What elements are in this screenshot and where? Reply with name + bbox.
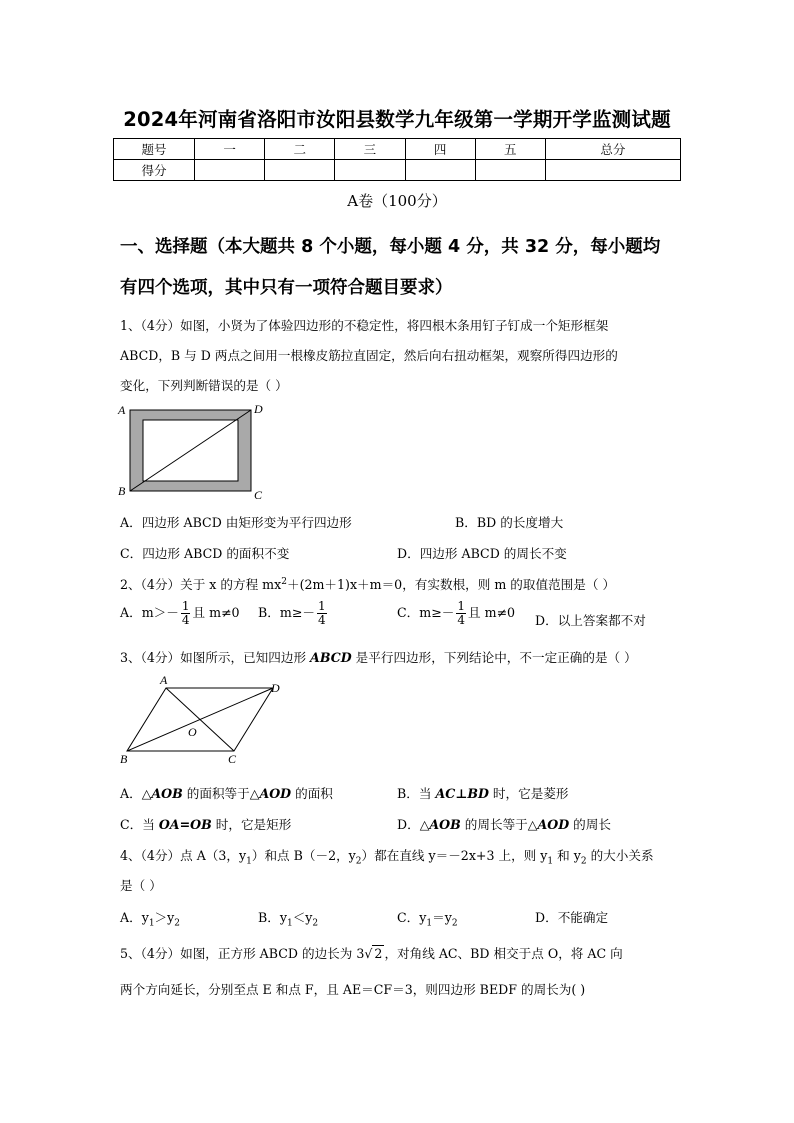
- section-heading-line1: 一、选择题（本大题共 8 个小题，每小题 4 分，共 32 分，每小题均: [120, 237, 661, 257]
- q4-option-b: [258, 907, 318, 929]
- q2-option-c-post: 且 m≠0: [467, 605, 516, 620]
- score-cell: [545, 160, 680, 181]
- q5-text: 5、（4分）如图，正方形 ABCD 的边长为 3: [120, 946, 365, 961]
- section-heading-line2: 有四个选项，其中只有一项符合题目要求）: [120, 278, 453, 298]
- q3-option-b-pre: B．当: [397, 786, 436, 801]
- score-header-cell: 二: [265, 139, 335, 160]
- q4-text: ）都在直线 y＝－2x+3 上，则 y: [361, 848, 548, 863]
- diagonal-bd: [127, 688, 273, 751]
- q4-subscript: 2: [355, 856, 362, 867]
- q3-stem-post: 是平行四边形，下列结论中，不一定正确的是（ ）: [351, 650, 637, 665]
- q2-option-d: D．以上答案都不对: [535, 613, 646, 628]
- q3-option-a-pre: A．△: [120, 786, 152, 801]
- q2-option-a: [120, 600, 240, 627]
- fraction-den: 4: [457, 613, 465, 627]
- q3-option-d-mid: 的周长等于△: [460, 817, 538, 832]
- q4-option-c: [397, 907, 458, 929]
- q4-text: 的大小关系: [586, 848, 654, 863]
- score-cell: [265, 160, 335, 181]
- label-b: B: [120, 752, 128, 766]
- q4-subscript: 2: [174, 918, 180, 929]
- q3-option-a-mid: 的面积等于△: [182, 786, 260, 801]
- q4-subscript: 2: [312, 918, 319, 929]
- label-b: B: [118, 484, 126, 498]
- q1-stem-line3: 变化，下列判断错误的是（ ）: [120, 378, 288, 393]
- q3-option-a: [120, 783, 333, 802]
- q1-option-a: A．四边形 ABCD 由矩形变为平行四边形: [120, 515, 352, 530]
- q4-subscript: 2: [451, 918, 458, 929]
- volume-heading: A卷（100分）: [347, 192, 447, 210]
- score-cell: [475, 160, 545, 181]
- q2-option-a-post: 且 m≠0: [192, 605, 240, 620]
- q3-option-b: [397, 783, 568, 802]
- q4-option-text: ＜y: [292, 910, 313, 925]
- q3-stem: [120, 647, 637, 666]
- label-o: O: [188, 725, 197, 739]
- score-table-header-row: [114, 139, 681, 160]
- q2-stem-prefix: 2、（4分）关于 x 的方程 mx: [120, 577, 282, 592]
- score-row-label: 得分: [114, 160, 195, 181]
- q4-option-d: D．不能确定: [535, 910, 609, 925]
- page-title: 2024年河南省洛阳市汝阳县数学九年级第一学期开学监测试题: [123, 108, 671, 131]
- q1-option-d: D．四边形 ABCD 的周长不变: [397, 546, 567, 561]
- q3-parallelogram-figure: [116, 672, 292, 768]
- q3-option-d-pre: D．△: [397, 817, 430, 832]
- score-header-cell: 四: [405, 139, 475, 160]
- sqrt-expression: [364, 946, 384, 961]
- q3-option-c-italic: OA=OB: [158, 817, 212, 832]
- q4-text: ）和点 B（－2，y: [251, 848, 356, 863]
- q4-option-text: A．y: [120, 910, 149, 925]
- q4-subscript: 1: [547, 856, 554, 867]
- score-table-score-row: [114, 160, 681, 181]
- fraction: [456, 600, 466, 627]
- q2-option-c-pre: C．m≥－: [397, 605, 455, 620]
- score-cell: [335, 160, 405, 181]
- q1-stem-line2: ABCD，B 与 D 两点之间用一根橡皮筋拉直固定，然后向右扭动框架，观察所得四边形的: [120, 348, 618, 363]
- q3-option-d: [397, 814, 611, 833]
- sqrt-radicand: 2: [374, 946, 383, 961]
- q4-text: 和 y: [553, 848, 581, 863]
- q4-option-text: C．y: [397, 910, 427, 925]
- q4-option-text: ＞y: [154, 910, 175, 925]
- q4-option-text: B．y: [258, 910, 287, 925]
- q2-option-c: [397, 600, 515, 627]
- q3-option-c-pre: C．当: [120, 817, 159, 832]
- q4-subscript: 1: [246, 856, 252, 867]
- q2-stem-exponent: 2: [281, 576, 287, 587]
- score-header-cell: 三: [335, 139, 405, 160]
- fraction: [317, 600, 327, 627]
- q3-option-d-post: 的周长: [569, 817, 611, 832]
- q1-option-c: C．四边形 ABCD 的面积不变: [120, 546, 290, 561]
- label-a: A: [160, 673, 168, 687]
- q2-option-a-pre: A．m＞－: [120, 605, 179, 620]
- fraction-num: 1: [181, 599, 190, 613]
- q2-option-b: [258, 600, 329, 627]
- q1-rectangle-frame-figure: [116, 400, 276, 502]
- q3-option-b-post: 时，它是菱形: [488, 786, 569, 801]
- q2-option-b-pre: B．m≥－: [258, 605, 315, 620]
- score-cell: [405, 160, 475, 181]
- q1-stem-line1: 1、（4分）如图，小贤为了体验四边形的不稳定性，将四根木条用钉子钉成一个矩形框架: [120, 318, 609, 333]
- q2-stem-suffix: ＋(2m＋1)x＋m＝0，有实数根，则 m 的取值范围是（ ）: [286, 577, 616, 592]
- q4-text: 4、（4分）点 A（3，y: [120, 848, 247, 863]
- fraction-den: 4: [317, 613, 326, 627]
- score-cell: [195, 160, 265, 181]
- q3-stem-italic: ABCD: [310, 650, 352, 665]
- q4-subscript: 2: [580, 856, 587, 867]
- label-d: D: [254, 402, 263, 416]
- sqrt-symbol: √: [364, 946, 373, 961]
- q3-option-a-post: 的面积: [291, 786, 333, 801]
- q3-option-c-post: 时，它是矩形: [211, 817, 292, 832]
- fraction-num: 1: [317, 599, 326, 613]
- fraction: [181, 600, 191, 627]
- q4-option-a: [120, 907, 180, 929]
- q5-stem-line2: 两个方向延长，分别至点 E 和点 F，且 AE＝CF＝3，则四边形 BEDF 的周长为( ): [120, 982, 586, 997]
- label-c: C: [228, 752, 237, 766]
- q3-option-a-italic1: AOB: [151, 786, 183, 801]
- q1-option-b: B．BD 的长度增大: [455, 515, 564, 530]
- q4-stem-line2: 是（ ）: [120, 878, 162, 893]
- label-c: C: [254, 488, 263, 502]
- q4-stem-line1: [120, 845, 654, 867]
- q5-text: ，对角线 AC、BD 相交于点 O，将 AC 向: [384, 946, 623, 961]
- label-d: D: [271, 681, 280, 695]
- q3-option-d-italic2: AOD: [537, 817, 570, 832]
- fraction-num: 1: [457, 599, 465, 613]
- q4-subscript: 1: [148, 918, 155, 929]
- q3-stem-pre: 3、（4分）如图所示，已知四边形: [120, 650, 311, 665]
- score-table: [113, 138, 681, 181]
- q4-subscript: 1: [426, 918, 433, 929]
- score-header-cell: 一: [195, 139, 265, 160]
- score-header-cell: 五: [475, 139, 545, 160]
- q3-option-a-italic2: AOD: [259, 786, 292, 801]
- q3-option-c: [120, 814, 291, 833]
- score-header-cell: 总分: [545, 139, 680, 160]
- fraction-den: 4: [181, 613, 190, 627]
- q4-subscript: 1: [286, 918, 293, 929]
- q2-stem: [120, 574, 615, 593]
- q4-option-text: ＝y: [432, 910, 452, 925]
- score-header-cell: 题号: [114, 139, 195, 160]
- q3-option-b-italic: AC⊥BD: [435, 786, 489, 801]
- q5-stem-line1: [120, 943, 623, 962]
- label-a: A: [118, 403, 126, 417]
- q3-option-d-italic1: AOB: [429, 817, 461, 832]
